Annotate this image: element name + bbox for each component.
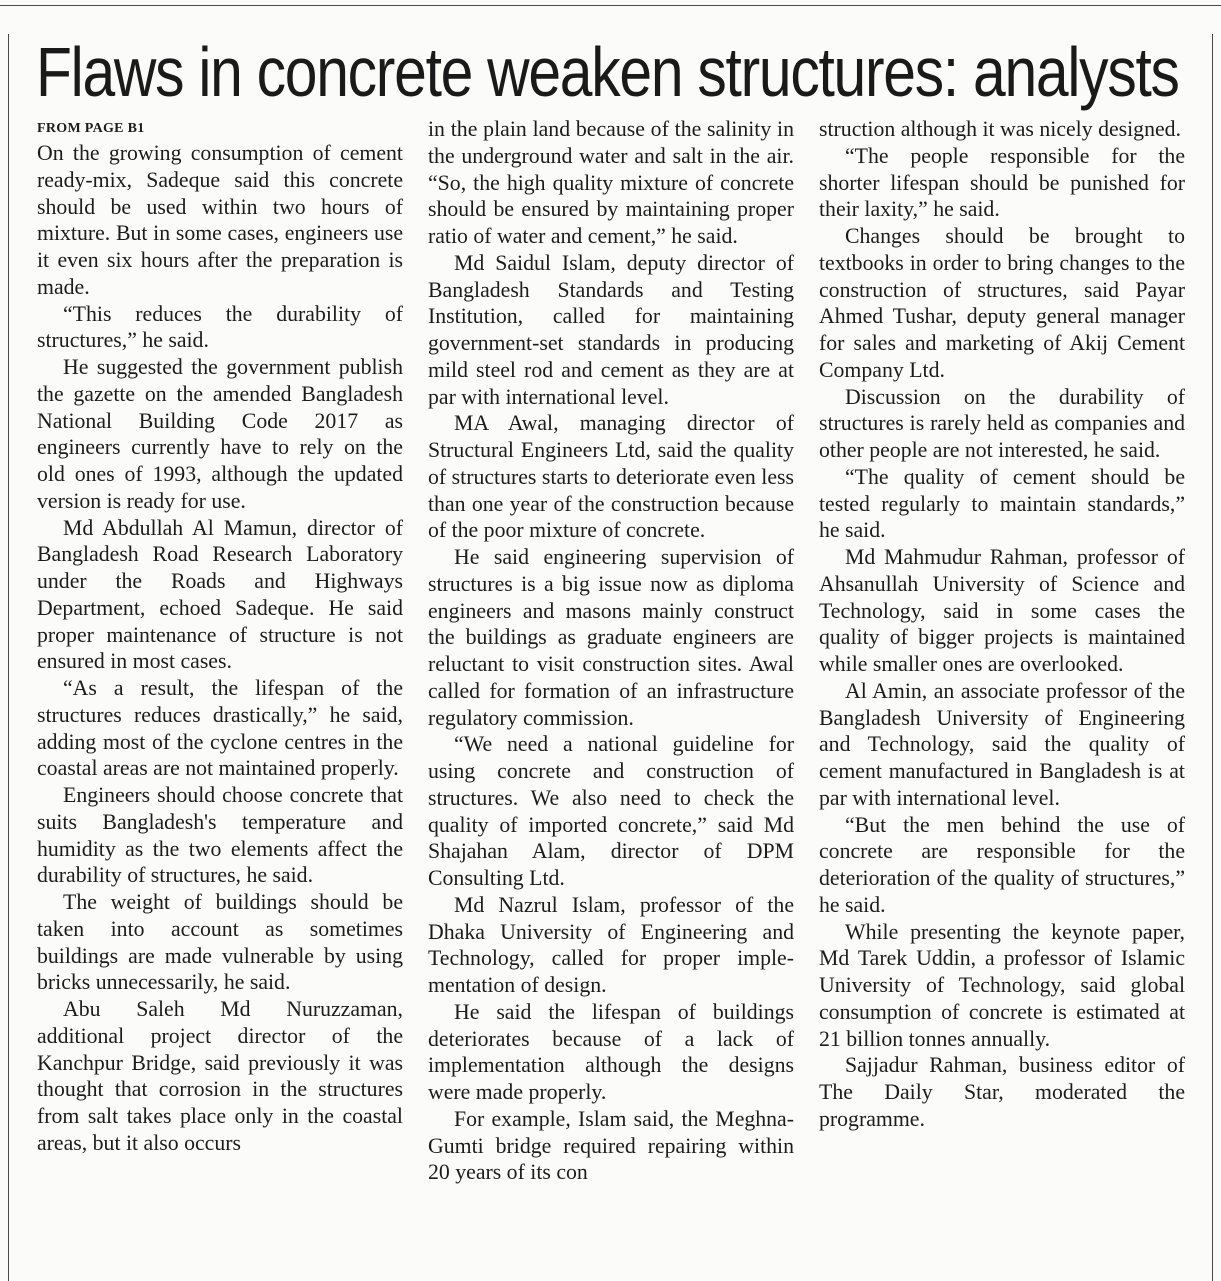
kicker: FROM PAGE B1 <box>37 121 145 136</box>
paragraph: While presenting the keynote paper, Md Tarek Uddin, a professor of Islamic University of Technology, said global consumption of concrete is estimated at 21 billion tonnes annually. <box>819 919 1185 1051</box>
paragraph: “But the men behind the use of concrete are responsible for the deterioration of the quality of structures,” he said. <box>819 812 1185 917</box>
paragraph: Abu Saleh Md Nuruzzaman, additional project director of the Kanchpur Bridge, said previously it was thought that corrosion in the structures from salt takes place only in the coastal areas, but it also occurs <box>37 997 403 1155</box>
paragraph: “The people responsible for the shorter lifespan should be punished for their laxity,” he said. <box>819 143 1185 222</box>
paragraph: “We need a national guideline for using concrete and construction of structures. We also need to check the quality of imported concrete,” said Md Shajahan Alam, director of DPM Consulting Ltd. <box>428 732 794 890</box>
paragraph: “This reduces the durability of structures,” he said. <box>37 301 403 353</box>
paragraph: Md Saidul Islam, deputy director of Bangladesh Standards and Testing Institution, called for maintaining government-set standards in producing mild steel rod and cement as they are at par with international level. <box>428 250 794 409</box>
paragraph: in the plain land because of the salinity in the underground water and salt in the air. “So, the high quality mixture of concrete should be ensured by maintaining proper ratio of water and cement,” he said. <box>428 117 794 248</box>
paragraph: Changes should be brought to textbooks in order to bring changes to the construction of structures, said Payar Ahmed Tushar, deputy general manager for sales and marketing of Akij Cement Company Ltd. <box>819 224 1185 382</box>
left-rule <box>8 34 9 1281</box>
paragraph: He said the lifespan of buildings deteriorates because of a lack of implementation although the designs were made properly. <box>428 999 794 1104</box>
paragraph: Md Mahmudur Rahman, professor of Ahsanullah University of Science and Technology, said in some cases the quality of bigger projects is maintained while smaller ones are overlooked. <box>819 545 1185 676</box>
paragraph: For example, Islam said, the Meghna-Gumti bridge required repairing within 20 years of its con <box>428 1106 794 1185</box>
right-rule <box>1212 34 1213 1281</box>
paragraph: The weight of buildings should be taken into account as sometimes buildings are made vulnerable by using bricks unnecessarily, he said. <box>37 890 403 995</box>
article-column-3 <box>819 116 1185 1133</box>
paragraph: “The quality of cement should be tested regularly to maintain standards,” he said. <box>819 464 1185 543</box>
paragraph: struction although it was nicely designed. <box>819 117 1182 141</box>
paragraph: Md Abdullah Al Mamun, director of Bangladesh Road Research Laboratory under the Roads and Highways Department, echoed Sadeque. He said proper maintenance of structure is not ensured in most cases. <box>37 515 403 674</box>
paragraph: He suggested the government publish the gazette on the amended Bangladesh National Building Code 2017 as engineers currently have to rely on the old ones of 1993, although the updated version is ready for use. <box>37 355 403 513</box>
headline: Flaws in concrete weaken structures: analysts <box>36 33 1179 111</box>
paragraph: MA Awal, managing director of Structural Engineers Ltd, said the quality of structures starts to deteriorate even less than one year of the construction because of the poor mixture of concrete. <box>428 411 794 543</box>
article-column-1 <box>37 116 403 1157</box>
article-column-2 <box>428 116 794 1186</box>
paragraph: Engineers should choose concrete that suits Bangladesh's temperature and humidity as the two elements affect the durability of structures, he said. <box>37 783 403 888</box>
paragraph: Al Amin, an associate professor of the Bangladesh University of Engineering and Technology, said the quality of cement manufactured in Bangladesh is at par with international level. <box>819 678 1185 810</box>
paragraph: Discussion on the durability of structures is rarely held as companies and other people are not interested, he said. <box>819 384 1185 462</box>
paragraph: Md Nazrul Islam, professor of the Dhaka University of Engineering and Technology, called for proper implementation of design. <box>428 892 794 997</box>
paragraph: On the growing consumption of cement ready-mix, Sadeque said this concrete should be used within two hours of mixture. But in some cases, engineers use it even six hours after the preparation is made. <box>37 141 403 299</box>
top-rule <box>0 5 1221 6</box>
paragraph: Sajjadur Rahman, business editor of The Daily Star, moderated the programme. <box>819 1053 1185 1131</box>
paragraph: He said engineering supervision of structures is a big issue now as diploma engineers and masons mainly construct the buildings as graduate engineers are reluctant to visit construction sites. Awal called for formation of an infrastructure regulatory commission. <box>428 545 794 730</box>
paragraph: “As a result, the lifespan of the structures reduces drastically,” he said, adding most of the cyclone centres in the coastal areas are not maintained properly. <box>37 676 403 781</box>
